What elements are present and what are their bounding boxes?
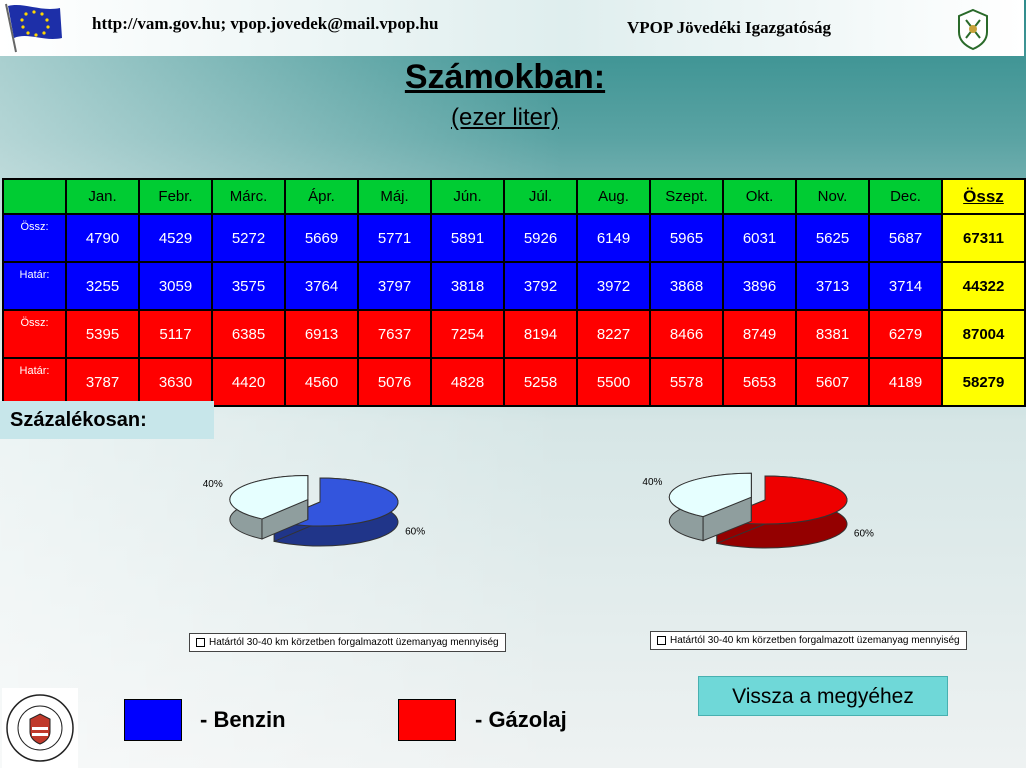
month-header: Júl.: [504, 179, 577, 214]
table-cell: 5926: [504, 214, 577, 262]
legend-text: Határtól 30-40 km körzetben forgalmazott üzemanyag mennyiség: [670, 635, 960, 646]
pie-label: 40%: [642, 476, 663, 488]
header-org: VPOP Jövedéki Igazgatóság: [627, 18, 831, 37]
back-to-county-button[interactable]: Vissza a megyéhez: [698, 676, 948, 716]
month-header: Jan.: [66, 179, 139, 214]
table-cell: 5965: [650, 214, 723, 262]
table-cell: 4420: [212, 358, 285, 406]
header-bar: [0, 0, 1024, 56]
table-cell: 5687: [869, 214, 942, 262]
table-cell: 5891: [431, 214, 504, 262]
pie-label: 60%: [853, 528, 874, 540]
table-cell: 3972: [577, 262, 650, 310]
table-cell: 5117: [139, 310, 212, 358]
table-cell: 7254: [431, 310, 504, 358]
table-cell: 4828: [431, 358, 504, 406]
table-cell: 3787: [66, 358, 139, 406]
percent-heading: Százalékosan:: [0, 401, 214, 439]
table-cell: 5578: [650, 358, 723, 406]
table-cell: 4560: [285, 358, 358, 406]
month-header: Máj.: [358, 179, 431, 214]
row-label: Határ:: [3, 358, 66, 406]
table-cell: 3868: [650, 262, 723, 310]
table-cell: 3764: [285, 262, 358, 310]
legend-swatch: [657, 636, 666, 645]
pie-legend-gazolaj: [650, 631, 967, 650]
legend-text: Határtól 30-40 km körzetben forgalmazott üzemanyag mennyiség: [209, 637, 499, 648]
table-cell: 3255: [66, 262, 139, 310]
legend-swatch: [196, 638, 205, 647]
table-cell: 5500: [577, 358, 650, 406]
table-cell: 5653: [723, 358, 796, 406]
pie-chart-gazolaj: [642, 470, 980, 570]
anniversary-seal-icon: [2, 688, 78, 768]
month-header: Dec.: [869, 179, 942, 214]
table-header-row: [3, 179, 1025, 214]
month-header: Szept.: [650, 179, 723, 214]
table-cell: 4529: [139, 214, 212, 262]
table-cell: 3797: [358, 262, 431, 310]
table-cell: 6279: [869, 310, 942, 358]
table-cell: 3630: [139, 358, 212, 406]
row-total: 87004: [942, 310, 1025, 358]
month-header: Okt.: [723, 179, 796, 214]
table-cell: 6385: [212, 310, 285, 358]
table-cell: 8749: [723, 310, 796, 358]
table-cell: 3575: [212, 262, 285, 310]
table-cell: 7637: [358, 310, 431, 358]
table-cell: 3714: [869, 262, 942, 310]
table-cell: 5669: [285, 214, 358, 262]
table-cell: 6913: [285, 310, 358, 358]
customs-emblem-icon: [956, 8, 990, 50]
table-corner-cell: [3, 179, 66, 214]
table-cell: 3896: [723, 262, 796, 310]
table-row: [3, 358, 1025, 406]
page-subtitle: (ezer liter): [450, 104, 559, 131]
row-label: Össz:: [3, 214, 66, 262]
table-cell: 8194: [504, 310, 577, 358]
month-header: Márc.: [212, 179, 285, 214]
pie-label: 40%: [202, 479, 223, 491]
table-cell: 4790: [66, 214, 139, 262]
pie-label: 60%: [405, 526, 426, 538]
benzin-label: - Benzin: [200, 707, 286, 732]
benzin-swatch: [124, 699, 182, 741]
pie-legend-benzin: [189, 633, 506, 652]
table-cell: 4189: [869, 358, 942, 406]
table-cell: 6149: [577, 214, 650, 262]
data-table: [2, 178, 1026, 407]
table-cell: 3059: [139, 262, 212, 310]
row-label: Határ:: [3, 262, 66, 310]
row-label: Össz:: [3, 310, 66, 358]
table-cell: 3713: [796, 262, 869, 310]
table-row: [3, 262, 1025, 310]
row-total: 44322: [942, 262, 1025, 310]
page-title: Számokban:: [404, 58, 606, 96]
table-cell: 5076: [358, 358, 431, 406]
pie-chart-benzin: [202, 470, 540, 570]
row-total: 67311: [942, 214, 1025, 262]
table-cell: 3792: [504, 262, 577, 310]
month-header: Nov.: [796, 179, 869, 214]
table-row: [3, 310, 1025, 358]
total-header: Össz: [942, 179, 1025, 214]
table-cell: 3818: [431, 262, 504, 310]
table-cell: 5272: [212, 214, 285, 262]
row-total: 58279: [942, 358, 1025, 406]
month-header: Jún.: [431, 179, 504, 214]
month-header: Aug.: [577, 179, 650, 214]
table-cell: 5395: [66, 310, 139, 358]
month-header: Febr.: [139, 179, 212, 214]
gazolaj-label: - Gázolaj: [475, 707, 567, 732]
header-url: http://vam.gov.hu; vpop.jovedek@mail.vpop.hu: [92, 14, 439, 33]
table-cell: 5771: [358, 214, 431, 262]
table-cell: 8227: [577, 310, 650, 358]
table-cell: 8381: [796, 310, 869, 358]
table-cell: 5607: [796, 358, 869, 406]
month-header: Ápr.: [285, 179, 358, 214]
eu-flag-icon: [2, 2, 64, 54]
table-cell: 5258: [504, 358, 577, 406]
gazolaj-swatch: [398, 699, 456, 741]
table-cell: 5625: [796, 214, 869, 262]
table-row: [3, 214, 1025, 262]
table-cell: 8466: [650, 310, 723, 358]
table-cell: 6031: [723, 214, 796, 262]
